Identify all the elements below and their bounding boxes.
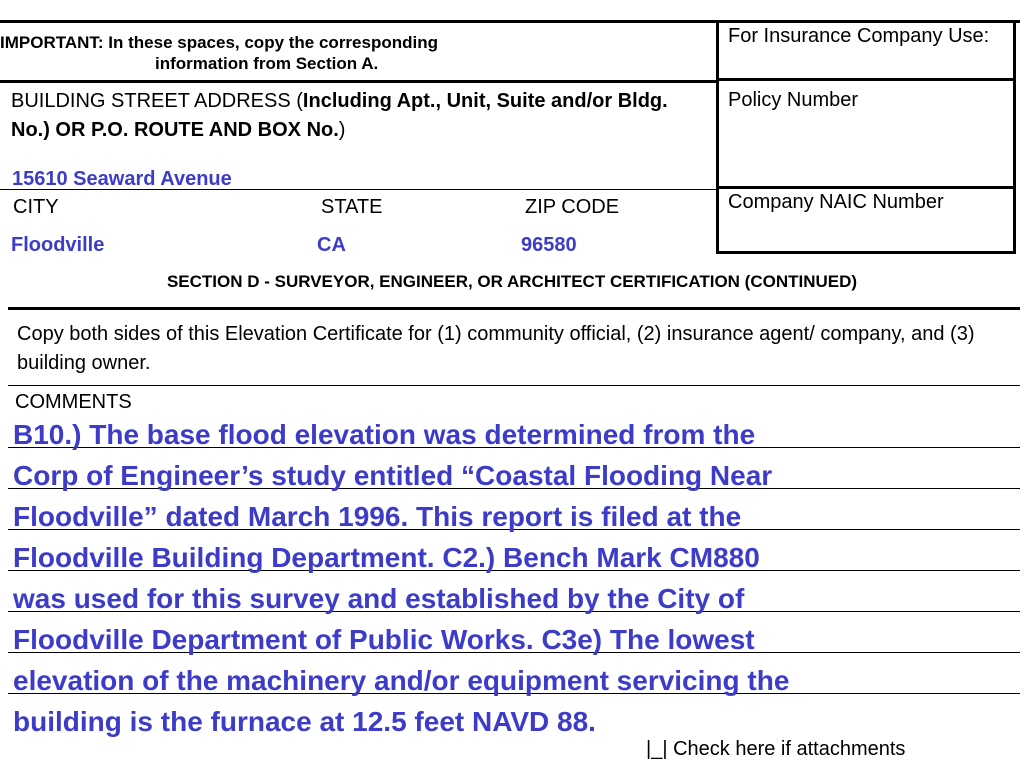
comment-line: Floodville Department of Public Works. C3e) The lowest [13,624,755,655]
naic-number-label: Company NAIC Number [728,191,944,213]
comment-line: Corp of Engineer’s study entitled “Coastal Flooding Near [13,460,773,491]
zip-label: ZIP CODE [525,196,620,218]
section-rule [8,307,1020,310]
insurance-box-right-border [1013,20,1016,254]
comment-line: was used for this survey and established by the City of [13,583,745,614]
comments-label: COMMENTS [15,391,132,413]
section-title: SECTION D - SURVEYOR, ENGINEER, OR ARCHITECT CERTIFICATION (CONTINUED) [166,272,858,291]
state-label: STATE [321,196,383,218]
attachments-checkbox[interactable]: |_| Check here if attachments [646,738,906,760]
important-note-line2: information from Section A. [155,54,379,73]
important-note [0,32,710,74]
comment-line: Floodville Building Department. C2.) Bench Mark CM880 [13,542,760,573]
insurance-box-left-border [716,20,719,254]
building-address-label: BUILDING STREET ADDRESS (Including Apt., Unit, Suite and/or Bldg. No.) OR P.O. ROUTE AND BOX No.) [11,90,668,141]
policy-number-label: Policy Number [728,89,859,111]
state-value: CA [317,234,346,256]
comment-line: building is the furnace at 12.5 feet NAVD 88. [13,706,596,737]
building-address-value: 15610 Seaward Avenue [12,168,232,190]
city-label: CITY [13,196,59,218]
city-value: Floodville [11,234,105,256]
zip-value: 96580 [521,234,577,256]
insurance-box-bottom [716,251,1016,254]
header-divider [0,80,718,83]
comment-line: Floodville” dated March 1996. This report is filed at the [13,501,742,532]
insurance-company-title: For Insurance Company Use: [728,25,990,47]
copy-instruction: Copy both sides of this Elevation Certificate for (1) community official, (2) insurance agent/ company, and (3) building owner. [17,323,975,374]
comments-top-rule [8,385,1020,386]
comment-line: B10.) The base flood elevation was determined from the [13,419,756,450]
comment-line: elevation of the machinery and/or equipment servicing the [13,665,790,696]
insurance-box-divider-1 [716,78,1016,81]
important-note-line1: IMPORTANT: In these spaces, copy the corresponding [0,33,438,52]
